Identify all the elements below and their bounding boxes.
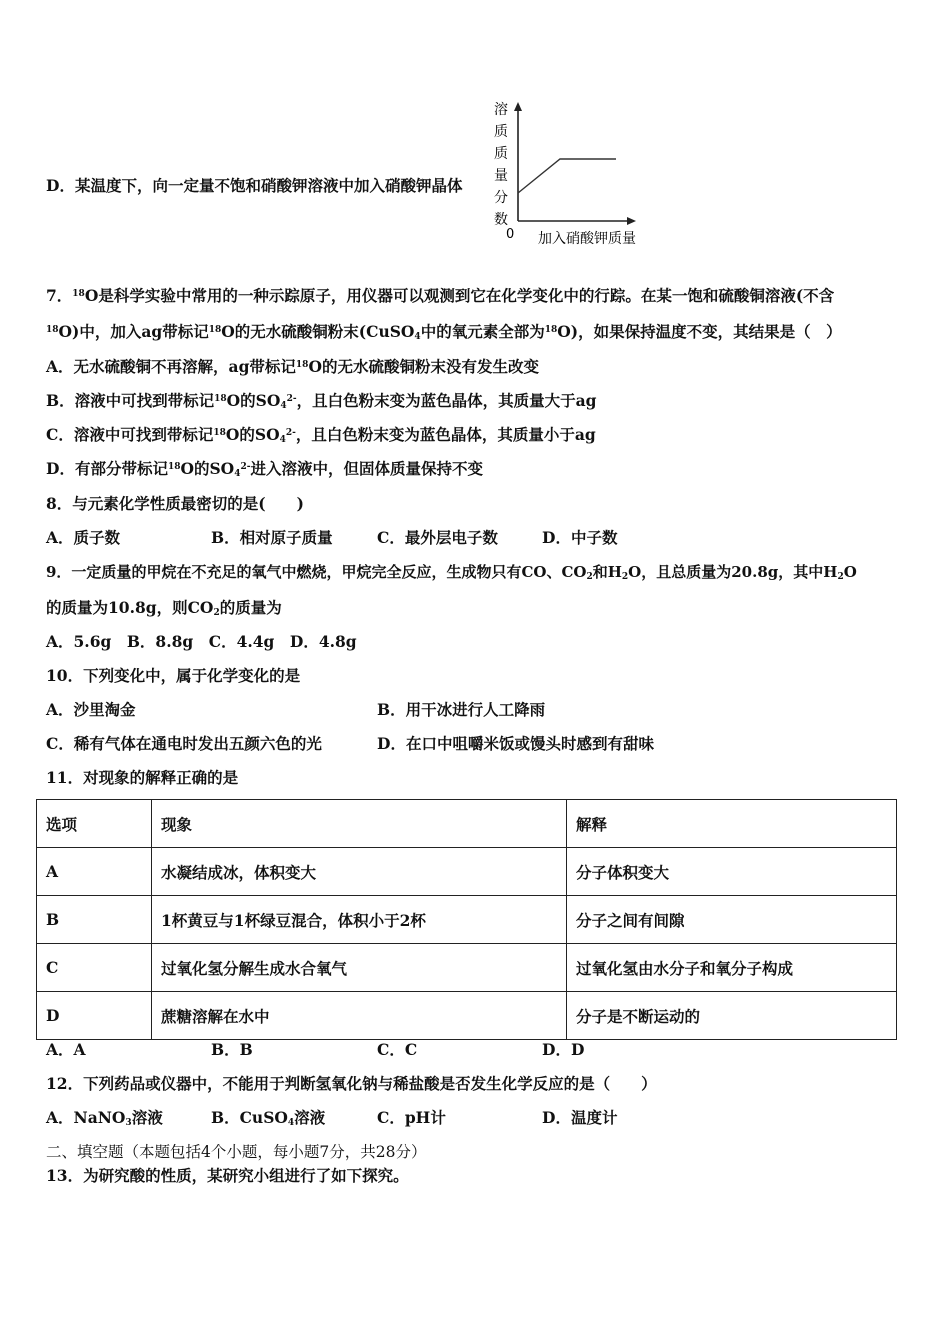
graph-y-char: 分 bbox=[494, 190, 508, 206]
q9-stem-line1: 9．一定质量的甲烷在不充足的氧气中燃烧，甲烷完全反应，生成物只有CO、$CO_2$和$H_2O$，且总质量为20.8g，其中$H_2O$ bbox=[46, 563, 857, 582]
table-cell: 蔗糖溶解在水中 bbox=[152, 992, 567, 1040]
table-cell: 过氧化氢由水分子和氧分子构成 bbox=[567, 944, 897, 992]
q13-stem: 13．为研究酸的性质，某研究小组进行了如下探究。 bbox=[46, 1166, 409, 1185]
table-cell: 过氧化氢分解生成水合氧气 bbox=[152, 944, 567, 992]
table-cell: A bbox=[37, 848, 152, 896]
q10-option-d: D．在口中咀嚼米饭或馒头时感到有甜味 bbox=[377, 734, 654, 753]
q11-stem: 11．对现象的解释正确的是 bbox=[46, 768, 239, 787]
table-cell: D bbox=[37, 992, 152, 1040]
q11-option-a: A．A bbox=[46, 1040, 86, 1059]
graph-y-char: 溶 bbox=[494, 102, 508, 118]
table-row bbox=[37, 896, 897, 944]
q12-option-b: B．CuSO$_4$溶液 bbox=[211, 1108, 326, 1128]
table-row bbox=[37, 992, 897, 1040]
q11-option-d: D．D bbox=[542, 1040, 585, 1059]
q9-stem-line2: 的质量为10.8g，则$CO_2$的质量为 bbox=[46, 598, 282, 618]
table-cell: 1杯黄豆与1杯绿豆混合，体积小于2杯 bbox=[152, 896, 567, 944]
table-header-cell: 选项 bbox=[37, 800, 152, 848]
q7-stem-line2: $^{18}$O)中，加入ag带标记$^{18}$O的无水硫酸铜粉末(CuSO$_4$中的氧元素全部为$^{18}$O)，如果保持温度不变，其结果是（ ） bbox=[46, 322, 842, 342]
graph-y-char: 质 bbox=[494, 146, 508, 162]
table-row bbox=[37, 848, 897, 896]
q7-option-a: A．无水硫酸铜不再溶解，ag带标记$^{18}$O的无水硫酸铜粉末没有发生改变 bbox=[46, 357, 539, 376]
q6-option-d: D．某温度下，向一定量不饱和硝酸钾溶液中加入硝酸钾晶体 bbox=[46, 176, 463, 195]
q7-stem-line1: 7．$^{18}$O是科学实验中常用的一种示踪原子，用仪器可以观测到它在化学变化中的行踪。在某一饱和硫酸铜溶液(不含 bbox=[46, 286, 835, 305]
q11-option-b: B．B bbox=[211, 1040, 253, 1059]
q11-table bbox=[36, 799, 897, 1040]
graph-x-axis-label: 加入硝酸钾质量 bbox=[538, 231, 636, 247]
graph-curve bbox=[518, 159, 616, 193]
q8-stem: 8．与元素化学性质最密切的是( ) bbox=[46, 494, 304, 513]
table-cell: 分子之间有间隙 bbox=[567, 896, 897, 944]
q10-option-c: C．稀有气体在通电时发出五颜六色的光 bbox=[46, 734, 322, 753]
q8-option-a: A．质子数 bbox=[46, 528, 121, 547]
table-header-cell: 解释 bbox=[567, 800, 897, 848]
q7-option-b: B．溶液中可找到带标记$^{18}$O的$SO_4^{2-}$，且白色粉末变为蓝色晶体，其质量大于ag bbox=[46, 391, 597, 411]
q12-option-d: D．温度计 bbox=[542, 1108, 618, 1127]
table-cell: B bbox=[37, 896, 152, 944]
q12-option-c: C．pH计 bbox=[377, 1108, 446, 1127]
q10-option-a: A．沙里淘金 bbox=[46, 700, 136, 719]
graph-y-arrow bbox=[514, 102, 522, 111]
graph-y-char: 量 bbox=[494, 168, 508, 184]
q12-stem: 12．下列药品或仪器中，不能用于判断氢氧化钠与稀盐酸是否发生化学反应的是（ ） bbox=[46, 1074, 657, 1093]
q8-option-c: C．最外层电子数 bbox=[377, 528, 498, 547]
q7-option-c: C．溶液中可找到带标记$^{18}$O的$SO_4^{2-}$，且白色粉末变为蓝色晶体，其质量小于ag bbox=[46, 425, 596, 445]
section-heading: 二、填空题（本题包括4个小题，每小题7分，共28分） bbox=[46, 1143, 427, 1161]
q10-option-b: B．用干冰进行人工降雨 bbox=[377, 700, 546, 719]
table-row bbox=[37, 944, 897, 992]
table-header-row bbox=[37, 800, 897, 848]
q8-option-d: D．中子数 bbox=[542, 528, 618, 547]
q12-option-a: A．NaNO$_3$溶液 bbox=[46, 1108, 163, 1128]
graph-origin: 0 bbox=[506, 227, 515, 242]
table-cell: 分子体积变大 bbox=[567, 848, 897, 896]
q7-option-d: D．有部分带标记$^{18}$O的$SO_4^{2-}$进入溶液中，但固体质量保持不变 bbox=[46, 459, 483, 479]
graph-y-char: 质 bbox=[494, 124, 508, 140]
solubility-graph bbox=[488, 97, 648, 252]
q10-stem: 10．下列变化中，属于化学变化的是 bbox=[46, 666, 301, 685]
graph-y-axis-label bbox=[494, 101, 508, 228]
q8-option-b: B．相对原子质量 bbox=[211, 528, 333, 547]
table-cell: C bbox=[37, 944, 152, 992]
graph-y-char: 数 bbox=[494, 212, 508, 228]
q11-option-c: C．C bbox=[377, 1040, 418, 1059]
table-cell: 分子是不断运动的 bbox=[567, 992, 897, 1040]
table-cell: 水凝结成冰，体积变大 bbox=[152, 848, 567, 896]
table-header-cell: 现象 bbox=[152, 800, 567, 848]
q9-options: A．5.6g B．8.8g C．4.4g D．4.8g bbox=[46, 632, 357, 651]
graph-x-arrow bbox=[627, 217, 636, 225]
